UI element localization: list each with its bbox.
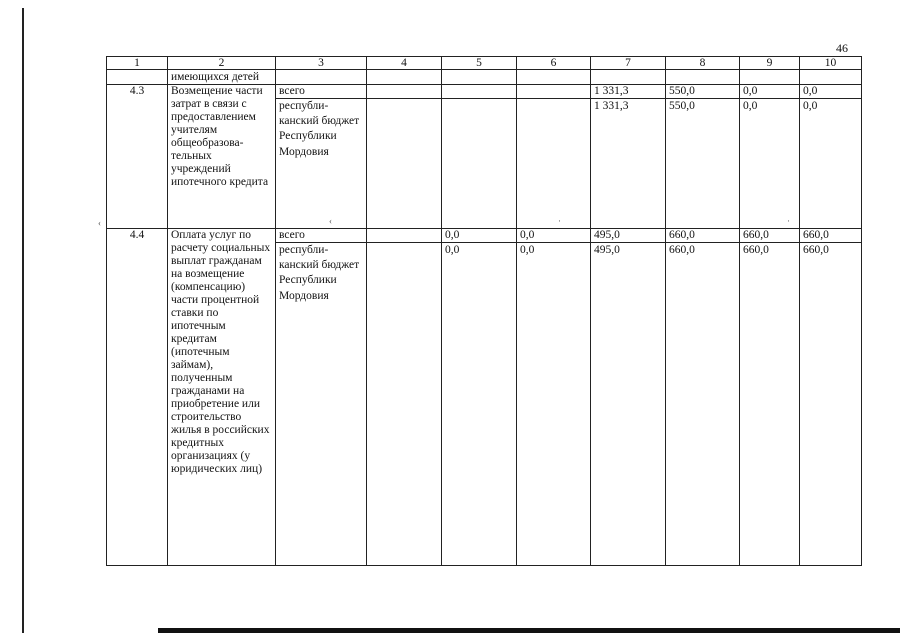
column-header: 10: [800, 57, 862, 70]
row-description: Оплата услуг по расчету социальных выплат гражданам на возмещение (компенсацию) части процентной ставки по ипотечным кредитам (ипотечным займам), полученным гражданами на приобретение или строительство жилья в российских кредитных организациях (у юридических лиц): [168, 229, 276, 566]
funding-source-label: всего: [276, 229, 367, 243]
table-cell: [276, 70, 367, 85]
value-cell: 0,0: [800, 99, 862, 229]
value-cell: 0,0: [517, 243, 591, 566]
scan-mark: ‹: [329, 216, 332, 226]
table-row-total: [107, 85, 862, 99]
value-cell: 660,0: [740, 229, 800, 243]
value-cell: 550,0: [666, 99, 740, 229]
value-cell: 0,0: [442, 243, 517, 566]
column-header: 4: [367, 57, 442, 70]
scan-mark: ·: [787, 216, 790, 226]
page-number: 46: [836, 41, 848, 55]
table-cell: [666, 70, 740, 85]
table-cell: [107, 70, 168, 85]
value-cell: [442, 99, 517, 229]
continuation-row: [107, 70, 862, 85]
value-cell: 0,0: [517, 229, 591, 243]
column-number-header: [107, 57, 862, 70]
continuation-text: имеющихся детей: [168, 70, 276, 85]
value-cell: [367, 229, 442, 243]
value-cell: 0,0: [740, 85, 800, 99]
column-header: 2: [168, 57, 276, 70]
budget-table: [106, 56, 862, 566]
value-cell: 660,0: [740, 243, 800, 566]
table-cell: [591, 70, 666, 85]
value-cell: 550,0: [666, 85, 740, 99]
column-header: 8: [666, 57, 740, 70]
value-cell: 0,0: [740, 99, 800, 229]
column-header: 3: [276, 57, 367, 70]
table-row-total: [107, 229, 862, 243]
value-cell: 1 331,3: [591, 85, 666, 99]
row-description: Возмещение части затрат в связи с предоставлением учителям общеобразова-тельных учреждений ипотечного кредита: [168, 85, 276, 229]
scan-mark: ·: [558, 216, 561, 226]
column-header: 5: [442, 57, 517, 70]
value-cell: 495,0: [591, 243, 666, 566]
value-cell: 1 331,3: [591, 99, 666, 229]
value-cell: 0,0: [800, 85, 862, 99]
scan-bottom-edge-line: [158, 628, 900, 633]
value-cell: [517, 85, 591, 99]
value-cell: 660,0: [666, 243, 740, 566]
value-cell: [367, 243, 442, 566]
value-cell: [442, 85, 517, 99]
column-header: 9: [740, 57, 800, 70]
value-cell: [517, 99, 591, 229]
value-cell: 660,0: [800, 243, 862, 566]
column-header: 7: [591, 57, 666, 70]
funding-source-label: республи-канский бюджет Республики Мордовия: [276, 243, 367, 566]
table-cell: [442, 70, 517, 85]
value-cell: [367, 99, 442, 229]
row-number: 4.3: [107, 85, 168, 229]
table-cell: [517, 70, 591, 85]
table-cell: [740, 70, 800, 85]
scan-mark: ‹: [98, 218, 101, 228]
column-header: 1: [107, 57, 168, 70]
value-cell: 495,0: [591, 229, 666, 243]
funding-source-label: всего: [276, 85, 367, 99]
value-cell: [367, 85, 442, 99]
table-cell: [800, 70, 862, 85]
table-cell: [367, 70, 442, 85]
funding-source-label: республи-канский бюджет Республики Мордовия: [276, 99, 367, 229]
row-number: 4.4: [107, 229, 168, 566]
scan-left-edge-line: [22, 8, 24, 633]
value-cell: 660,0: [666, 229, 740, 243]
value-cell: 0,0: [442, 229, 517, 243]
column-header: 6: [517, 57, 591, 70]
value-cell: 660,0: [800, 229, 862, 243]
